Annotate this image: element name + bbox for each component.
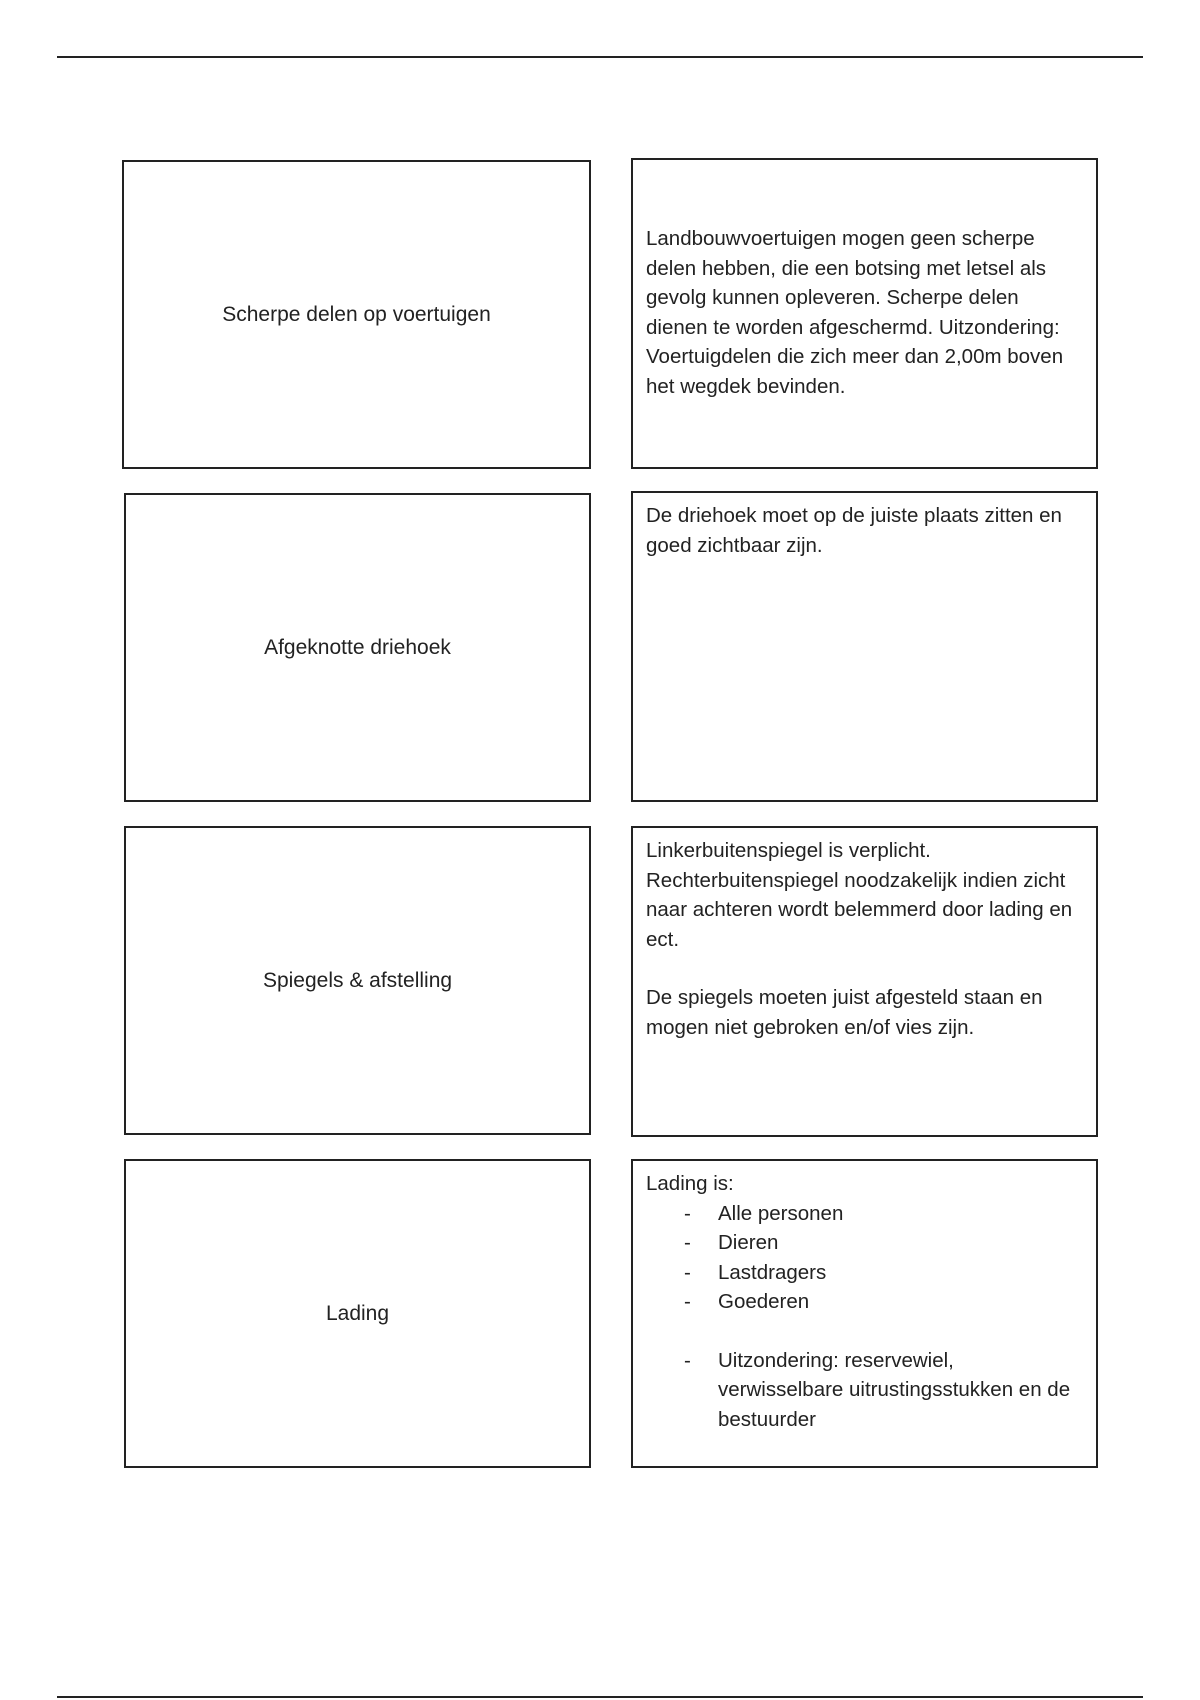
list-item: - Alle personen — [646, 1199, 1082, 1229]
list-item: - Lastdragers — [646, 1258, 1082, 1288]
term-label: Scherpe delen op voertuigen — [222, 302, 491, 326]
dash-bullet: - — [684, 1260, 691, 1284]
term-label: Afgeknotte driehoek — [264, 635, 451, 659]
definition-text: Landbouwvoertuigen mogen geen scherpe delen hebben, die een botsing met letsel als gevolg kunnen opleveren. Scherpe delen dienen te worden afgeschermd. Uitzondering: Voertuigdelen die zich meer dan 2,00m boven het wegdek bevinden. — [646, 227, 1064, 398]
definition-card-cargo — [631, 1159, 1098, 1468]
header-rule — [57, 56, 1143, 58]
definition-text: De driehoek moet op de juiste plaats zitten en goed zichtbaar zijn. — [646, 504, 1062, 557]
definition-intro: Lading is: — [646, 1172, 734, 1195]
term-card-triangle — [124, 493, 591, 802]
term-card-mirrors — [124, 826, 591, 1135]
definition-card-triangle — [631, 491, 1098, 802]
exception-list — [646, 1346, 1082, 1435]
cargo-list — [646, 1199, 1082, 1317]
definition-card-mirrors — [631, 826, 1098, 1137]
list-item: - Uitzondering: reservewiel, verwisselbare uitrustingsstukken en de bestuurder — [646, 1346, 1082, 1435]
definition-paragraph-2: De spiegels moeten juist afgesteld staan en mogen niet gebroken en/of vies zijn. — [646, 986, 1043, 1039]
dash-bullet: - — [684, 1290, 691, 1313]
definition-card-sharp-parts — [631, 158, 1098, 469]
list-item: - Dieren — [646, 1228, 1082, 1258]
term-card-sharp-parts — [122, 160, 591, 469]
definition-paragraph-1: Linkerbuitenspiegel is verplicht. Rechterbuitenspiegel noodzakelijk indien zicht naar achteren wordt belemmerd door lading en ect. — [646, 839, 1073, 951]
term-card-cargo — [124, 1159, 591, 1468]
dash-bullet: - — [684, 1231, 691, 1254]
term-label: Lading — [325, 1301, 390, 1325]
footer-rule — [57, 1696, 1143, 1698]
dash-bullet: - — [684, 1348, 691, 1372]
list-item: - Goederen — [646, 1287, 1082, 1317]
term-label: Spiegels & afstelling — [262, 968, 453, 992]
dash-bullet: - — [684, 1201, 691, 1225]
